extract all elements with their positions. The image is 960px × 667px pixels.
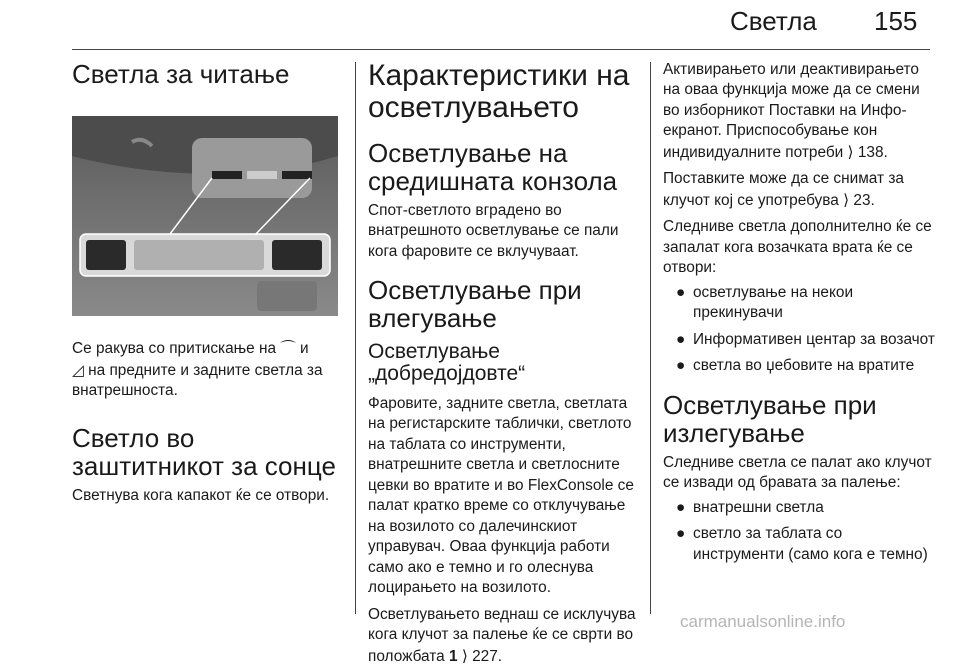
reading-light-photo: [72, 116, 338, 316]
list-item: ● Информативен центар за возачот: [676, 330, 935, 348]
page-ref-23: 23.: [853, 191, 875, 209]
list-item: ● светла во џебовите на вратите: [676, 357, 915, 375]
list-item-text: осветлување на некои прекинувачи: [693, 283, 854, 322]
list-item-text: внатрешни светла: [693, 498, 824, 516]
welcome-lighting-off-text: [368, 605, 638, 667]
page-ref-227: 227.: [472, 647, 503, 665]
section-heading-lighting-features: Карактеристики на осветлувањето: [368, 59, 630, 125]
driver-door-text: Следниве светла дополнително ќе се запалат кога возачката врата ќе се отвори:: [663, 218, 932, 277]
section-heading-sun-visor-light: Светло во заштитникот за сонце: [72, 422, 336, 481]
column-1: [72, 60, 348, 506]
center-console-text: Спот-светлото вградено во внатрешното осветлување се пали кога фаровите се вклучуваат.: [368, 201, 619, 260]
page-header-title: Светла: [730, 6, 817, 36]
key-settings-text: [663, 169, 935, 211]
section-heading-exit-lighting: Осветлување при излегување: [663, 389, 877, 448]
page-ref-138: 138.: [857, 143, 888, 161]
section-heading-reading-lights: Светла за читање: [72, 59, 290, 89]
subheading-center-console-lighting: Осветлување на средишната конзола: [368, 137, 618, 196]
welcome-off-text-a: Осветлувањето веднаш се исклучува кога клучот за палење ќе се сврти во положбата: [368, 605, 636, 665]
page-ref-arrow-icon: ⟩: [843, 190, 850, 209]
page-ref-arrow-icon: ⟩: [847, 142, 854, 161]
ignition-position: 1: [448, 647, 458, 665]
column-divider-1: [355, 62, 356, 614]
reading-light-rear-icon: ◿: [72, 360, 84, 379]
list-item: ● внатрешни светла: [676, 498, 824, 516]
reading-light-front-icon: ⌒: [280, 339, 296, 358]
reading-lights-text-b: и: [300, 340, 309, 358]
column-2: [368, 60, 638, 667]
reading-lights-text-c: на предните и задните светла за внатрешноста.: [72, 361, 323, 400]
subheading-welcome-lighting: Осветлување „добредојдовте“: [368, 339, 526, 386]
reading-light-illustration: [72, 116, 338, 316]
list-item: ● светло за таблата со инструменти (само кога е темно): [676, 525, 928, 563]
list-item-text: Информативен центар за возачот: [693, 330, 935, 348]
watermark: carmanualsonline.info: [680, 612, 846, 631]
list-item-text: светло за таблата со инструменти (само кога е темно): [693, 525, 928, 563]
reading-lights-text: [72, 338, 348, 401]
subheading-entry-lighting: Осветлување при влегување: [368, 275, 582, 334]
welcome-lighting-text: Фаровите, задните светла, светлата на регистарските таблички, светлото на таблата со инструменти, внатрешните светла и светлосните цевки во вратите и во FlexConsole се палат кратко време со отклучување на возилото со далечинскиот управувач. Оваа функција работи само ако е темно и го олеснува лоцирањето на возилото.: [368, 394, 634, 597]
page-number: 155: [874, 6, 918, 36]
sun-visor-light-text: Светнува кога капакот ќе се отвори.: [72, 486, 330, 504]
activation-text: [663, 60, 935, 163]
list-item-text: светла во џебовите на вратите: [693, 357, 915, 375]
list-item: ● осветлување на некои прекинувачи: [676, 283, 854, 322]
page-ref-arrow-icon: ⟩: [461, 646, 468, 665]
column-3: [663, 60, 935, 571]
reading-lights-text-a: Се ракува со притискање на: [72, 340, 277, 358]
exit-lights-list: [663, 498, 935, 565]
activation-text-a: Активирањето или деактивирањето на оваа функција може да се смени во изборникот Поставки на Инфо-екранот. Приспособување кон индивидуалните потреби: [663, 61, 920, 161]
driver-door-lights-list: [663, 283, 935, 377]
column-divider-2: [650, 62, 651, 614]
header-divider: [72, 49, 930, 50]
key-settings-text-a: Поставките може да се снимат за клучот кој се употребува: [663, 170, 904, 209]
exit-lighting-text: Следниве светла се палат ако клучот се извади од бравата за палење:: [663, 453, 932, 492]
